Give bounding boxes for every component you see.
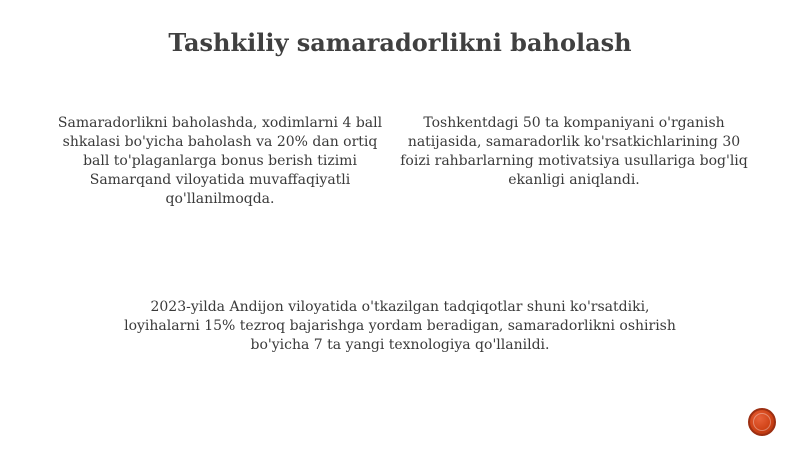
circle-icon [753, 413, 771, 431]
text-block-bottom: 2023-yilda Andijon viloyatida o'tkazilgan tadqiqotlar shuni ko'rsatdiki, loyihalarni 15% tezroq bajarishga yordam beradigan, samaradorlikni oshirish bo'yicha 7 ta yangi texnologiya qo'llanildi. [124, 299, 676, 353]
text-block-left: Samaradorlikni baholashda, xodimlarni 4 ball shkalasi bo'yicha baholash va 20% dan ortiq ball to'plaganlarga bonus berish tizimi Samarqand viloyatida muvaffaqiyatli qo'llanilmoqda. [57, 115, 383, 207]
slide-title: Tashkiliy samaradorlikni baholash [168, 28, 632, 57]
text-block-right: Toshkentdagi 50 ta kompaniyani o'rganish natijasida, samaradorlik ko'rsatkichlarining 30 foizi rahbarlarning motivatsiya usullariga bog'liq ekanligi aniqlandi. [400, 115, 748, 188]
next-slide-button[interactable] [748, 408, 776, 436]
